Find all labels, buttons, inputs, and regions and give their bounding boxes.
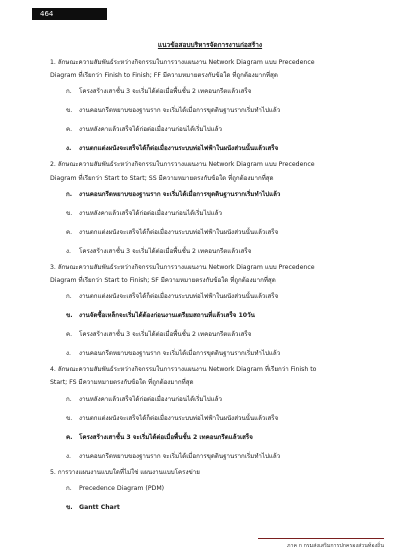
option-text: งานคอนกรีตหยาบของฐานราก จะเริ่มได้เมื่อการขุดดินฐานรากเริ่มทำไปแล้ว bbox=[79, 190, 281, 198]
question-text-line: 2. ลักษณะความสัมพันธ์ระหว่างกิจกรรมในการวางแผนงาน Network Diagram แบบ Precedence bbox=[50, 161, 315, 169]
option-text: งานคอนกรีตหยาบของฐานราก จะเริ่มได้เมื่อการขุดดินฐานรากเริ่มทำไปแล้ว bbox=[79, 452, 281, 460]
question-1 bbox=[50, 56, 370, 158]
question-text-line: 1. ลักษณะความสัมพันธ์ระหว่างกิจกรรมในการวางแผนงาน Network Diagram แบบ Precedence bbox=[50, 59, 315, 66]
option-text: งานหลังคาแล้วเสร็จได้ก่อต่อเมื่องานก่อนได้เริ่มไปแล้ว bbox=[79, 126, 222, 134]
answer-option bbox=[50, 306, 370, 325]
question-text-line: 3. ลักษณะความสัมพันธ์ระหว่างกิจกรรมในการวางแผนงาน Network Diagram แบบ Precedence bbox=[50, 263, 315, 271]
option-text: งานคอนกรีตหยาบของฐานราก จะเริ่มได้เมื่อการขุดดินฐานรากเริ่มทำไปแล้ว bbox=[79, 350, 281, 358]
option-letter: ค. bbox=[66, 228, 73, 236]
answer-option bbox=[50, 204, 370, 223]
question-text-line: 4. ลักษณะความสัมพันธ์ระหว่างกิจกรรมในการวางแผนงาน Network Diagram ที่เรียกว่า Finish to bbox=[50, 366, 317, 374]
question-list bbox=[50, 56, 370, 517]
question-text-line: 5. การวางแผนงานแบบใดที่ไม่ใช่ แผนงานแบบโครงข่าย bbox=[50, 468, 200, 476]
option-letter: ง. bbox=[66, 350, 71, 358]
option-letter: ง. bbox=[66, 145, 72, 153]
answer-option bbox=[50, 185, 370, 204]
option-text: งานจัดซื้อเหล็กจะเริ่มได้ต้องก่อนงานเตรียมสถานที่แล้วเสร็จ 10วัน bbox=[79, 312, 255, 320]
answer-option bbox=[50, 479, 370, 498]
option-text: โครงสร้างเสาชั้น 3 จะเริ่มได้ต่อเมื่อพื้นชั้น 2 เทคอนกรีตแล้วเสร็จ bbox=[79, 88, 252, 96]
page-number-bar bbox=[32, 8, 107, 20]
option-text: โครงสร้างเสาชั้น 3 จะเริ่มได้ต่อเมื่อพื้นชั้น 2 เทคอนกรีตแล้วเสร็จ bbox=[79, 331, 252, 339]
option-text: งานตกแต่งผนังจะเสร็จได้ก็ต่อเมื่องานระบบท่อไฟฟ้าในผนังส่วนนั้นแล้วเสร็จ bbox=[79, 228, 279, 236]
option-text: งานตกแต่งผนังจะเสร็จได้ก็ต่อเมื่องานระบบท่อไฟฟ้าในผนังส่วนนั้นแล้วเสร็จ bbox=[79, 414, 279, 422]
question-text-line: Diagram ที่เรียกว่า Start to Start; SS มีความหมายตรงกับข้อใด ที่ถูกต้องมากที่สุด bbox=[50, 174, 274, 182]
question-3 bbox=[50, 261, 370, 363]
option-text: งานตกแต่งผนังจะเสร็จได้ก็ต่อเมื่องานระบบท่อไฟฟ้าในผนังส่วนนั้นแล้วเสร็จ bbox=[79, 293, 279, 301]
option-text: งานหลังคาแล้วเสร็จได้ก่อต่อเมื่องานก่อนได้เริ่มไปแล้ว bbox=[79, 209, 222, 217]
question-5 bbox=[50, 466, 370, 517]
answer-option bbox=[50, 390, 370, 409]
question-2 bbox=[50, 158, 370, 260]
option-letter: ก. bbox=[66, 88, 72, 96]
option-letter: ก. bbox=[66, 484, 72, 492]
option-text: Precedence Diagram (PDM) bbox=[79, 484, 165, 492]
answer-option bbox=[50, 287, 370, 306]
answer-option bbox=[50, 344, 370, 363]
answer-option bbox=[50, 428, 370, 447]
answer-option bbox=[50, 223, 370, 242]
answer-option bbox=[50, 409, 370, 428]
answer-option bbox=[50, 242, 370, 261]
option-letter: ข. bbox=[66, 503, 73, 511]
option-letter: ค. bbox=[66, 331, 73, 339]
option-letter: ก. bbox=[66, 190, 73, 198]
option-letter: ง. bbox=[66, 452, 71, 460]
option-text: งานคอนกรีตหยาบของฐานราก จะเริ่มได้เมื่อการขุดดินฐานรากเริ่มทำไปแล้ว bbox=[79, 107, 281, 115]
question-text-line: Diagram ที่เรียกว่า Finish to Finish; FF มีความหมายตรงกับข้อใด ที่ถูกต้องมากที่สุด bbox=[50, 72, 278, 80]
option-letter: ข. bbox=[66, 107, 73, 115]
option-text: โครงสร้างเสาชั้น 3 จะเริ่มได้ต่อเมื่อพื้นชั้น 2 เทคอนกรีตแล้วเสร็จ bbox=[79, 247, 252, 255]
option-letter: ข. bbox=[66, 414, 73, 422]
footer-rule bbox=[258, 538, 384, 539]
option-letter: ค. bbox=[66, 433, 73, 441]
answer-option bbox=[50, 120, 370, 139]
answer-option bbox=[50, 325, 370, 344]
answer-option bbox=[50, 82, 370, 101]
answer-option bbox=[50, 447, 370, 466]
option-letter: ค. bbox=[66, 126, 73, 134]
option-letter: ก. bbox=[66, 395, 72, 403]
option-letter: ง. bbox=[66, 247, 71, 255]
question-text-line: Start; FS มีความหมายตรงกับข้อใด ที่ถูกต้องมากที่สุด bbox=[50, 379, 194, 387]
page-title: แนวข้อสอบบริหารจัดการงานก่อสร้าง bbox=[157, 41, 263, 49]
option-text: Gantt Chart bbox=[79, 503, 120, 511]
page-number: 464 bbox=[40, 10, 54, 18]
option-letter: ข. bbox=[66, 209, 73, 217]
question-4 bbox=[50, 363, 370, 465]
answer-option bbox=[50, 498, 370, 517]
option-text: โครงสร้างเสาชั้น 3 จะเริ่มได้ต่อเมื่อพื้นชั้น 2 เทคอนกรีตแล้วเสร็จ bbox=[79, 433, 253, 441]
option-text: งานตกแต่งผนังจะเสร็จได้ก็ต่อเมื่องานระบบท่อไฟฟ้าในผนังส่วนนั้นแล้วเสร็จ bbox=[79, 145, 279, 153]
footer-text: ภาค ก กรมส่งเสริมการปกครองส่วนท้องถิ่น bbox=[287, 543, 384, 549]
question-text-line: Diagram ที่เรียกว่า Start to Finish; SF มีความหมายตรงกับข้อใด ที่ถูกต้องมากที่สุด bbox=[50, 277, 276, 285]
option-text: งานหลังคาแล้วเสร็จได้ก่อต่อเมื่องานก่อนได้เริ่มไปแล้ว bbox=[79, 395, 222, 403]
answer-option bbox=[50, 139, 370, 158]
option-letter: ก. bbox=[66, 293, 72, 301]
option-letter: ข. bbox=[66, 312, 73, 320]
answer-option bbox=[50, 101, 370, 120]
